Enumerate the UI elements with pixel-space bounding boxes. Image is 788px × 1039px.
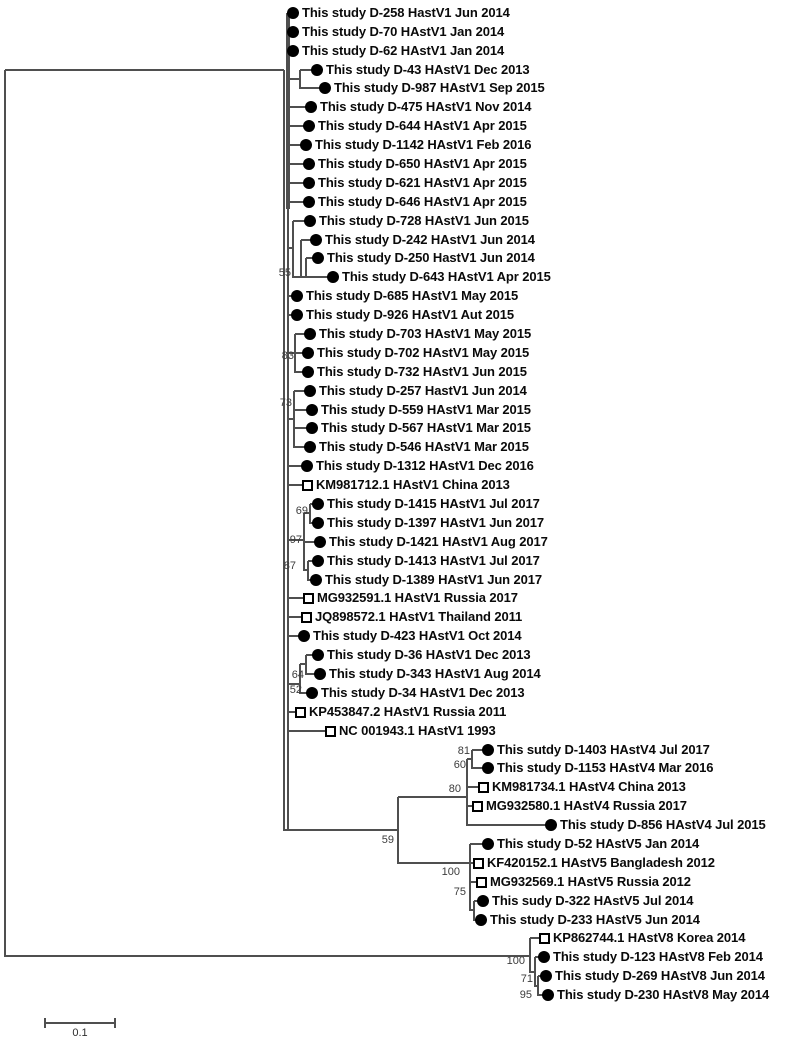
taxon-label: This sudy D-322 HAstV5 Jul 2014 (492, 893, 694, 908)
taxon-marker-circle-icon (305, 101, 317, 113)
taxon-marker-circle-icon (291, 290, 303, 302)
taxon-marker-circle-icon (310, 234, 322, 246)
branch-segment (529, 938, 530, 973)
taxon-label: This study D-643 HAstV1 Apr 2015 (342, 269, 551, 284)
bootstrap-value: 52 (289, 684, 302, 696)
taxon-marker-square-icon (539, 933, 550, 944)
taxon-label: This study D-242 HAstV1 Jun 2014 (325, 232, 535, 247)
taxon-label: This study D-1397 HAstV1 Jun 2017 (327, 515, 545, 530)
taxon-label: This study D-644 HAstV1 Apr 2015 (318, 118, 527, 133)
taxon-label: This study D-230 HAstV8 May 2014 (557, 987, 770, 1002)
taxon-label: This study D-732 HAstV1 Jun 2015 (317, 364, 527, 379)
taxon-label: This study D-685 HAstV1 May 2015 (306, 288, 519, 303)
taxon-marker-circle-icon (300, 139, 312, 151)
taxon-label: KM981712.1 HAstV1 China 2013 (316, 477, 510, 492)
branch-segment (300, 240, 301, 278)
branch-segment (294, 334, 295, 373)
branch-segment (284, 829, 398, 830)
taxon-marker-circle-icon (304, 385, 316, 397)
taxon-label: This study D-1312 HAstV1 Dec 2016 (316, 458, 534, 473)
taxon-label: This study D-926 HAstV1 Aut 2015 (306, 307, 514, 322)
taxon-marker-square-icon (476, 877, 487, 888)
branch-segment (534, 957, 535, 987)
branch-segment (466, 759, 467, 826)
taxon-marker-circle-icon (306, 687, 318, 699)
taxon-marker-circle-icon (312, 517, 324, 529)
scale-bar-line (45, 1022, 115, 1023)
taxon-marker-circle-icon (312, 498, 324, 510)
taxon-marker-circle-icon (287, 45, 299, 57)
taxon-marker-circle-icon (314, 536, 326, 548)
taxon-marker-circle-icon (303, 120, 315, 132)
branch-segment (305, 258, 306, 278)
taxon-marker-circle-icon (291, 309, 303, 321)
branch-segment (293, 391, 294, 448)
taxon-marker-circle-icon (302, 347, 314, 359)
taxon-marker-circle-icon (477, 895, 489, 907)
taxon-label: This study D-43 HAstV1 Dec 2013 (326, 62, 530, 77)
taxon-marker-circle-icon (545, 819, 557, 831)
branch-segment (397, 797, 398, 864)
taxon-label: This study D-728 HAstV1 Jun 2015 (319, 213, 529, 228)
taxon-label: This study D-546 HAstV1 Mar 2015 (319, 439, 529, 454)
branch-segment (307, 561, 308, 581)
branch-segment (309, 504, 310, 524)
taxon-marker-square-icon (295, 707, 306, 718)
taxon-marker-square-icon (473, 858, 484, 869)
taxon-label: This sutdy D-1403 HAstV4 Jul 2017 (497, 742, 710, 757)
taxon-marker-circle-icon (482, 762, 494, 774)
taxon-marker-circle-icon (327, 271, 339, 283)
taxon-marker-circle-icon (475, 914, 487, 926)
bootstrap-value: 97 (289, 534, 302, 546)
branch-segment (5, 955, 530, 956)
taxon-label: KP862744.1 HAstV8 Korea 2014 (553, 930, 746, 945)
taxon-label: This study D-621 HAstV1 Apr 2015 (318, 175, 527, 190)
taxon-marker-circle-icon (482, 744, 494, 756)
bootstrap-value: 71 (520, 973, 533, 985)
taxon-label: This study D-423 HAstV1 Oct 2014 (313, 628, 522, 643)
taxon-label: KM981734.1 HAstV4 China 2013 (492, 779, 686, 794)
taxon-marker-circle-icon (312, 252, 324, 264)
taxon-marker-circle-icon (304, 215, 316, 227)
bootstrap-value: 87 (283, 560, 296, 572)
bootstrap-value: 75 (453, 886, 466, 898)
taxon-marker-circle-icon (312, 555, 324, 567)
taxon-label: This study D-34 HAstV1 Dec 2013 (321, 685, 525, 700)
taxon-marker-square-icon (302, 480, 313, 491)
taxon-label: This study D-987 HAstV1 Sep 2015 (334, 80, 545, 95)
bootstrap-value: 83 (281, 350, 294, 362)
taxon-marker-circle-icon (319, 82, 331, 94)
taxon-marker-circle-icon (314, 668, 326, 680)
taxon-label: This study D-258 HastV1 Jun 2014 (302, 5, 510, 20)
taxon-label: This study D-559 HAstV1 Mar 2015 (321, 402, 531, 417)
taxon-marker-circle-icon (312, 649, 324, 661)
taxon-label: This study D-856 HAstV4 Jul 2015 (560, 817, 766, 832)
bootstrap-value: 69 (295, 505, 308, 517)
taxon-marker-circle-icon (482, 838, 494, 850)
taxon-label: This study D-475 HAstV1 Nov 2014 (320, 99, 532, 114)
taxon-label: This study D-650 HAstV1 Apr 2015 (318, 156, 527, 171)
taxon-label: This study D-703 HAstV1 May 2015 (319, 326, 532, 341)
taxon-marker-circle-icon (301, 460, 313, 472)
branch-segment (469, 844, 470, 911)
taxon-marker-circle-icon (306, 422, 318, 434)
branch-segment (467, 824, 551, 825)
taxon-label: This study D-62 HAstV1 Jan 2014 (302, 43, 505, 58)
taxon-marker-circle-icon (540, 970, 552, 982)
bootstrap-value: 73 (279, 397, 292, 409)
taxon-marker-square-icon (478, 782, 489, 793)
taxon-label: This study D-1415 HAstV1 Jul 2017 (327, 496, 540, 511)
branch-segment (292, 221, 293, 278)
taxon-marker-circle-icon (302, 366, 314, 378)
branch-segment (305, 655, 306, 675)
branch-segment (286, 13, 290, 209)
taxon-label: This study D-250 HastV1 Jun 2014 (327, 250, 535, 265)
taxon-label: JQ898572.1 HAstV1 Thailand 2011 (315, 609, 523, 624)
taxon-label: This study D-269 HAstV8 Jun 2014 (555, 968, 765, 983)
taxon-marker-circle-icon (303, 196, 315, 208)
branch-segment (288, 78, 300, 79)
taxon-label: This study D-1389 HAstV1 Jun 2017 (325, 572, 543, 587)
bootstrap-value: 60 (453, 759, 466, 771)
taxon-label: This study D-1421 HAstV1 Aug 2017 (329, 534, 548, 549)
taxon-marker-circle-icon (538, 951, 550, 963)
taxon-marker-square-icon (301, 612, 312, 623)
taxon-label: This study D-1153 HAstV4 Mar 2016 (497, 760, 714, 775)
taxon-label: This study D-233 HAstV5 Jun 2014 (490, 912, 700, 927)
taxon-label: NC 001943.1 HAstV1 1993 (339, 723, 496, 738)
taxon-label: This study D-70 HAstV1 Jan 2014 (302, 24, 505, 39)
bootstrap-value: 59 (381, 834, 394, 846)
taxon-marker-circle-icon (311, 64, 323, 76)
taxon-label: KP453847.2 HAstV1 Russia 2011 (309, 704, 507, 719)
scale-bar-label: 0.1 (72, 1027, 88, 1039)
taxon-marker-circle-icon (303, 177, 315, 189)
taxon-label: This study D-702 HAstV1 May 2015 (317, 345, 530, 360)
taxon-marker-square-icon (472, 801, 483, 812)
taxon-label: This study D-1413 HAstV1 Jul 2017 (327, 553, 540, 568)
taxon-label: MG932569.1 HAstV5 Russia 2012 (490, 874, 691, 889)
branch-segment (5, 69, 284, 70)
taxon-marker-circle-icon (310, 574, 322, 586)
bootstrap-value: 100 (506, 955, 525, 967)
taxon-label: This study D-567 HAstV1 Mar 2015 (321, 420, 531, 435)
taxon-label: KF420152.1 HAstV5 Bangladesh 2012 (487, 855, 715, 870)
branch-segment (398, 862, 470, 863)
bootstrap-value: 64 (291, 669, 304, 681)
taxon-marker-circle-icon (287, 26, 299, 38)
taxon-label: This study D-1142 HAstV1 Feb 2016 (315, 137, 532, 152)
taxon-label: This study D-36 HAstV1 Dec 2013 (327, 647, 531, 662)
taxon-marker-circle-icon (303, 158, 315, 170)
taxon-marker-circle-icon (304, 441, 316, 453)
bootstrap-value: 95 (519, 989, 532, 1001)
bootstrap-value: 81 (457, 745, 470, 757)
taxon-marker-square-icon (303, 593, 314, 604)
bootstrap-value: 80 (448, 783, 461, 795)
branch-segment (283, 70, 284, 831)
taxon-label: This study D-646 HAstV1 Apr 2015 (318, 194, 527, 209)
taxon-label: This study D-257 HastV1 Jun 2014 (319, 383, 527, 398)
taxon-label: This study D-52 HAstV5 Jan 2014 (497, 836, 700, 851)
taxon-label: MG932591.1 HAstV1 Russia 2017 (317, 590, 518, 605)
branch-segment (4, 70, 5, 957)
taxon-label: This study D-343 HAstV1 Aug 2014 (329, 666, 541, 681)
branch-segment (537, 976, 538, 996)
taxon-label: MG932580.1 HAstV4 Russia 2017 (486, 798, 687, 813)
taxon-marker-circle-icon (304, 328, 316, 340)
bootstrap-value: 100 (441, 866, 460, 878)
taxon-marker-circle-icon (542, 989, 554, 1001)
branch-segment (398, 796, 467, 797)
bootstrap-value: 55 (278, 267, 291, 279)
taxon-marker-square-icon (325, 726, 336, 737)
taxon-marker-circle-icon (306, 404, 318, 416)
taxon-marker-circle-icon (298, 630, 310, 642)
taxon-label: This study D-123 HAstV8 Feb 2014 (553, 949, 763, 964)
taxon-marker-circle-icon (287, 7, 299, 19)
